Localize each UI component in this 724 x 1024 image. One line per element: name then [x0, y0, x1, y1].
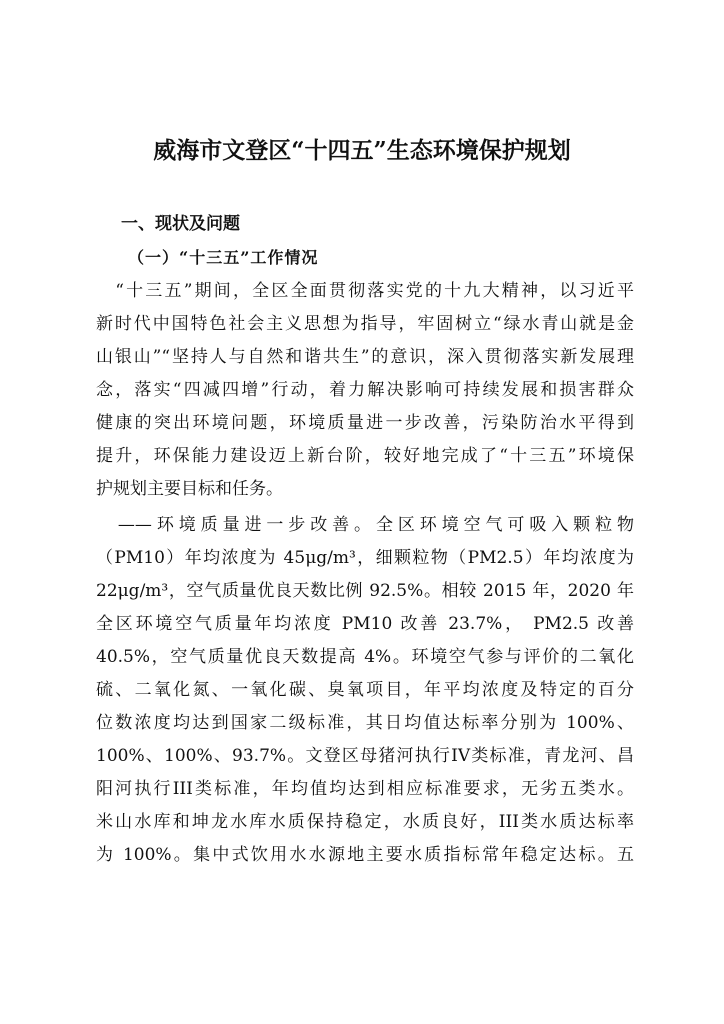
paragraph-environment-quality	[96, 509, 634, 872]
text-line: 新时代中国特色社会主义思想为指导，牢固树立“绿水青山就是金	[96, 314, 634, 334]
text-line: 22μg/m³，空气质量优良天数比例 92.5%。相较 2015 年，2020 年	[96, 581, 634, 601]
text-line: 阳河执行III类标准，年均值均达到相应标准要求，无劣五类水。	[96, 779, 634, 799]
text-line: （PM10）年均浓度为 45μg/m³，细颗粒物（PM2.5）年均浓度为	[96, 548, 634, 568]
text-line: 念，落实“四减四增”行动，着力解决影响可持续发展和损害群众	[96, 380, 634, 400]
text-line: ——环境质量进一步改善。全区环境空气可吸入颗粒物	[96, 515, 634, 535]
text-line: 护规划主要目标和任务。	[96, 479, 283, 499]
text-line: 为 100%。集中式饮用水水源地主要水质指标常年稳定达标。五	[96, 845, 634, 865]
subsection-heading: （一）“十三五”工作情况	[128, 248, 319, 267]
text-line: 全区环境空气质量年均浓度 PM10 改善 23.7%， PM2.5 改善	[96, 614, 634, 634]
text-line: 硫、二氧化氮、一氧化碳、臭氧项目，年平均浓度及特定的百分	[96, 680, 634, 700]
text-line: 健康的突出环境问题，环境质量进一步改善，污染防治水平得到	[96, 413, 634, 433]
text-line: 山银山”“坚持人与自然和谐共生”的意识，深入贯彻落实新发展理	[96, 347, 634, 367]
text-line: “十三五”期间，全区全面贯彻落实党的十九大精神，以习近平	[96, 281, 634, 301]
text-line: 位数浓度均达到国家二级标准，其日均值达标率分别为 100%、	[96, 713, 634, 733]
section-heading: 一、现状及问题	[121, 214, 240, 234]
text-line: 提升，环保能力建设迈上新台阶，较好地完成了“十三五”环境保	[96, 446, 634, 466]
text-line: 米山水库和坤龙水库水质保持稳定，水质良好，III类水质达标率	[96, 812, 634, 832]
document-title: 威海市文登区“十四五”生态环境保护规划	[153, 137, 571, 164]
text-line: 100%、100%、93.7%。文登区母猪河执行IV类标准，青龙河、昌	[96, 746, 634, 766]
paragraph-work-summary	[96, 275, 634, 506]
text-line: 40.5%，空气质量优良天数提高 4%。环境空气参与评价的二氧化	[96, 647, 634, 667]
